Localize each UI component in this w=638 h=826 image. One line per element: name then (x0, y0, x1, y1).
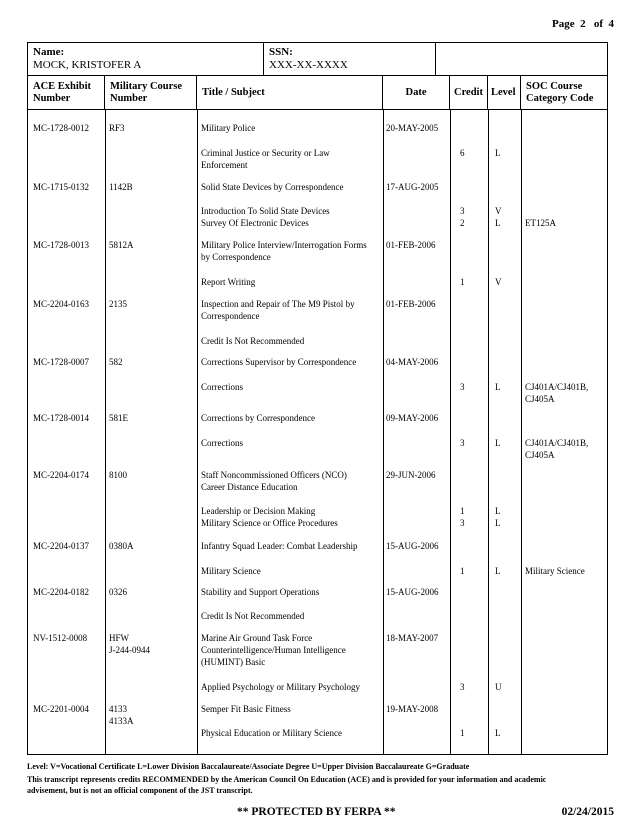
print-date: 02/24/2015 (561, 806, 614, 818)
level-value: L (495, 218, 501, 228)
military-course-number: 0326 (109, 587, 127, 597)
subject-line: Enforcement (201, 160, 248, 170)
ace-exhibit-number: MC-1728-0012 (33, 123, 89, 133)
soc-code: CJ405A (525, 450, 555, 460)
military-course-number: 4133 (109, 704, 127, 714)
col-level: Level (488, 76, 521, 109)
soc-code: CJ401A/CJ401B, (525, 382, 589, 392)
ace-exhibit-number: MC-2204-0137 (33, 541, 89, 551)
military-course-number: 582 (109, 357, 123, 367)
course-date: 29-JUN-2006 (386, 470, 436, 480)
military-course-number: 581E (109, 413, 128, 423)
credit-value: 1 (460, 506, 465, 516)
subject-line: Introduction To Solid State Devices (201, 206, 330, 216)
course-date: 01-FEB-2006 (386, 240, 436, 250)
military-course-number: RF3 (109, 123, 125, 133)
ace-exhibit-number: MC-2201-0004 (33, 704, 89, 714)
credit-value: 2 (460, 218, 465, 228)
military-course-number: J-244-0944 (109, 645, 150, 655)
credit-value: 1 (460, 566, 465, 576)
course-title: Military Police (201, 123, 256, 133)
level-value: L (495, 148, 501, 158)
ace-exhibit-number: MC-1728-0013 (33, 240, 89, 250)
col-ace-exhibit: ACE Exhibit Number (28, 76, 105, 109)
course-title: Correspondence (201, 311, 260, 321)
ssn-cell (264, 43, 436, 75)
military-course-number: 2135 (109, 299, 127, 309)
transcript-table (27, 42, 608, 755)
course-title: Inspection and Repair of The M9 Pistol by (201, 299, 355, 309)
subject-line: Military Science or Office Procedures (201, 518, 338, 528)
column-divider (383, 110, 384, 754)
course-title: Stability and Support Operations (201, 587, 320, 597)
student-ssn: XXX-XX-XXXX (269, 59, 348, 71)
course-date: 18-MAY-2007 (386, 633, 439, 643)
name-cell (28, 43, 264, 75)
military-course-number: 5812A (109, 240, 134, 250)
credit-value: 1 (460, 277, 465, 287)
ssn-label: SSN: (269, 46, 293, 58)
credit-value: 3 (460, 682, 465, 692)
student-name: MOCK, KRISTOFER A (33, 59, 142, 71)
soc-code: CJ405A (525, 394, 555, 404)
course-title: Staff Noncommissioned Officers (NCO) (201, 470, 347, 480)
level-value: U (495, 682, 502, 692)
course-date: 15-AUG-2006 (386, 541, 439, 551)
subject-line: Leadership or Decision Making (201, 506, 316, 516)
military-course-number: HFW (109, 633, 129, 643)
credit-value: 6 (460, 148, 465, 158)
soc-code: ET125A (525, 218, 556, 228)
ace-exhibit-number: MC-1715-0132 (33, 182, 89, 192)
course-title: Corrections Supervisor by Correspondence (201, 357, 357, 367)
soc-code: CJ401A/CJ401B, (525, 438, 589, 448)
ace-exhibit-number: MC-2204-0174 (33, 470, 89, 480)
military-course-number: 4133A (109, 716, 134, 726)
course-title: Marine Air Ground Task Force (201, 633, 313, 643)
soc-code: Military Science (525, 566, 585, 576)
credit-value: 3 (460, 206, 465, 216)
col-credit: Credit (450, 76, 488, 109)
course-title: Counterintelligence/Human Intelligence (201, 645, 346, 655)
subject-line: Physical Education or Military Science (201, 728, 342, 738)
subject-line: Report Writing (201, 277, 256, 287)
col-military-course: Military Course Number (105, 76, 197, 109)
subject-line: Applied Psychology or Military Psychology (201, 682, 360, 692)
ace-exhibit-number: NV-1512-0008 (33, 633, 88, 643)
course-title: Military Police Interview/Interrogation Forms (201, 240, 367, 250)
student-header (28, 43, 607, 76)
course-date: 09-MAY-2006 (386, 413, 439, 423)
course-date: 04-MAY-2006 (386, 357, 439, 367)
ace-exhibit-number: MC-1728-0014 (33, 413, 89, 423)
course-date: 20-MAY-2005 (386, 123, 439, 133)
course-title: Corrections by Correspondence (201, 413, 315, 423)
col-soc: SOC Course Category Code (526, 80, 594, 104)
subject-line: Corrections (201, 438, 243, 448)
credit-value: 3 (460, 382, 465, 392)
ferpa-notice: ** PROTECTED BY FERPA ** (237, 806, 396, 818)
column-divider (488, 110, 489, 754)
subject-line: Military Science (201, 566, 261, 576)
subject-line: Credit Is Not Recommended (201, 336, 305, 346)
level-value: L (495, 438, 501, 448)
course-title: Solid State Devices by Correspondence (201, 182, 344, 192)
col-title: Title / Subject (197, 76, 383, 109)
ace-exhibit-number: MC-1728-0007 (33, 357, 89, 367)
course-date: 17-AUG-2005 (386, 182, 439, 192)
course-date: 19-MAY-2008 (386, 704, 439, 714)
level-value: L (495, 506, 501, 516)
column-divider (105, 110, 106, 754)
level-legend: Level: V=Vocational Certificate L=Lower Division Baccalaureate/Associate Degree U=Upper Division Baccalaureate G=Graduate (27, 762, 470, 771)
level-value: L (495, 566, 501, 576)
credit-value: 3 (460, 518, 465, 528)
column-divider (197, 110, 198, 754)
course-title: Career Distance Education (201, 482, 298, 492)
credit-value: 3 (460, 438, 465, 448)
military-course-number: 8100 (109, 470, 127, 480)
military-course-number: 1142B (109, 182, 133, 192)
level-value: L (495, 518, 501, 528)
subject-line: Survey Of Electronic Devices (201, 218, 309, 228)
course-date: 15-AUG-2006 (386, 587, 439, 597)
course-title: (HUMINT) Basic (201, 657, 266, 667)
col-date: Date (383, 76, 450, 109)
ace-exhibit-number: MC-2204-0182 (33, 587, 89, 597)
name-label: Name: (33, 46, 65, 58)
course-title: Semper Fit Basic Fitness (201, 704, 291, 714)
level-value: L (495, 382, 501, 392)
course-date: 01-FEB-2006 (386, 299, 436, 309)
page-number: Page 2 of 4 (551, 18, 614, 30)
military-course-number: 0380A (109, 541, 134, 551)
level-value: V (495, 206, 502, 216)
credit-value: 1 (460, 728, 465, 738)
level-value: V (495, 277, 502, 287)
subject-line: Criminal Justice or Security or Law (201, 148, 330, 158)
column-headers (28, 76, 607, 110)
recommendation-note: This transcript represents credits RECOMMENDED by the American Council On Education (ACE) and is provided for your information and academic advisement, but is not an official component of the JST transcript. (27, 775, 547, 795)
subject-line: Credit Is Not Recommended (201, 611, 305, 621)
course-title: Infantry Squad Leader: Combat Leadership (201, 541, 358, 551)
ace-exhibit-number: MC-2204-0163 (33, 299, 89, 309)
column-divider (521, 110, 522, 754)
course-title: by Correspondence (201, 252, 271, 262)
subject-line: Corrections (201, 382, 243, 392)
level-value: L (495, 728, 501, 738)
column-divider (450, 110, 451, 754)
